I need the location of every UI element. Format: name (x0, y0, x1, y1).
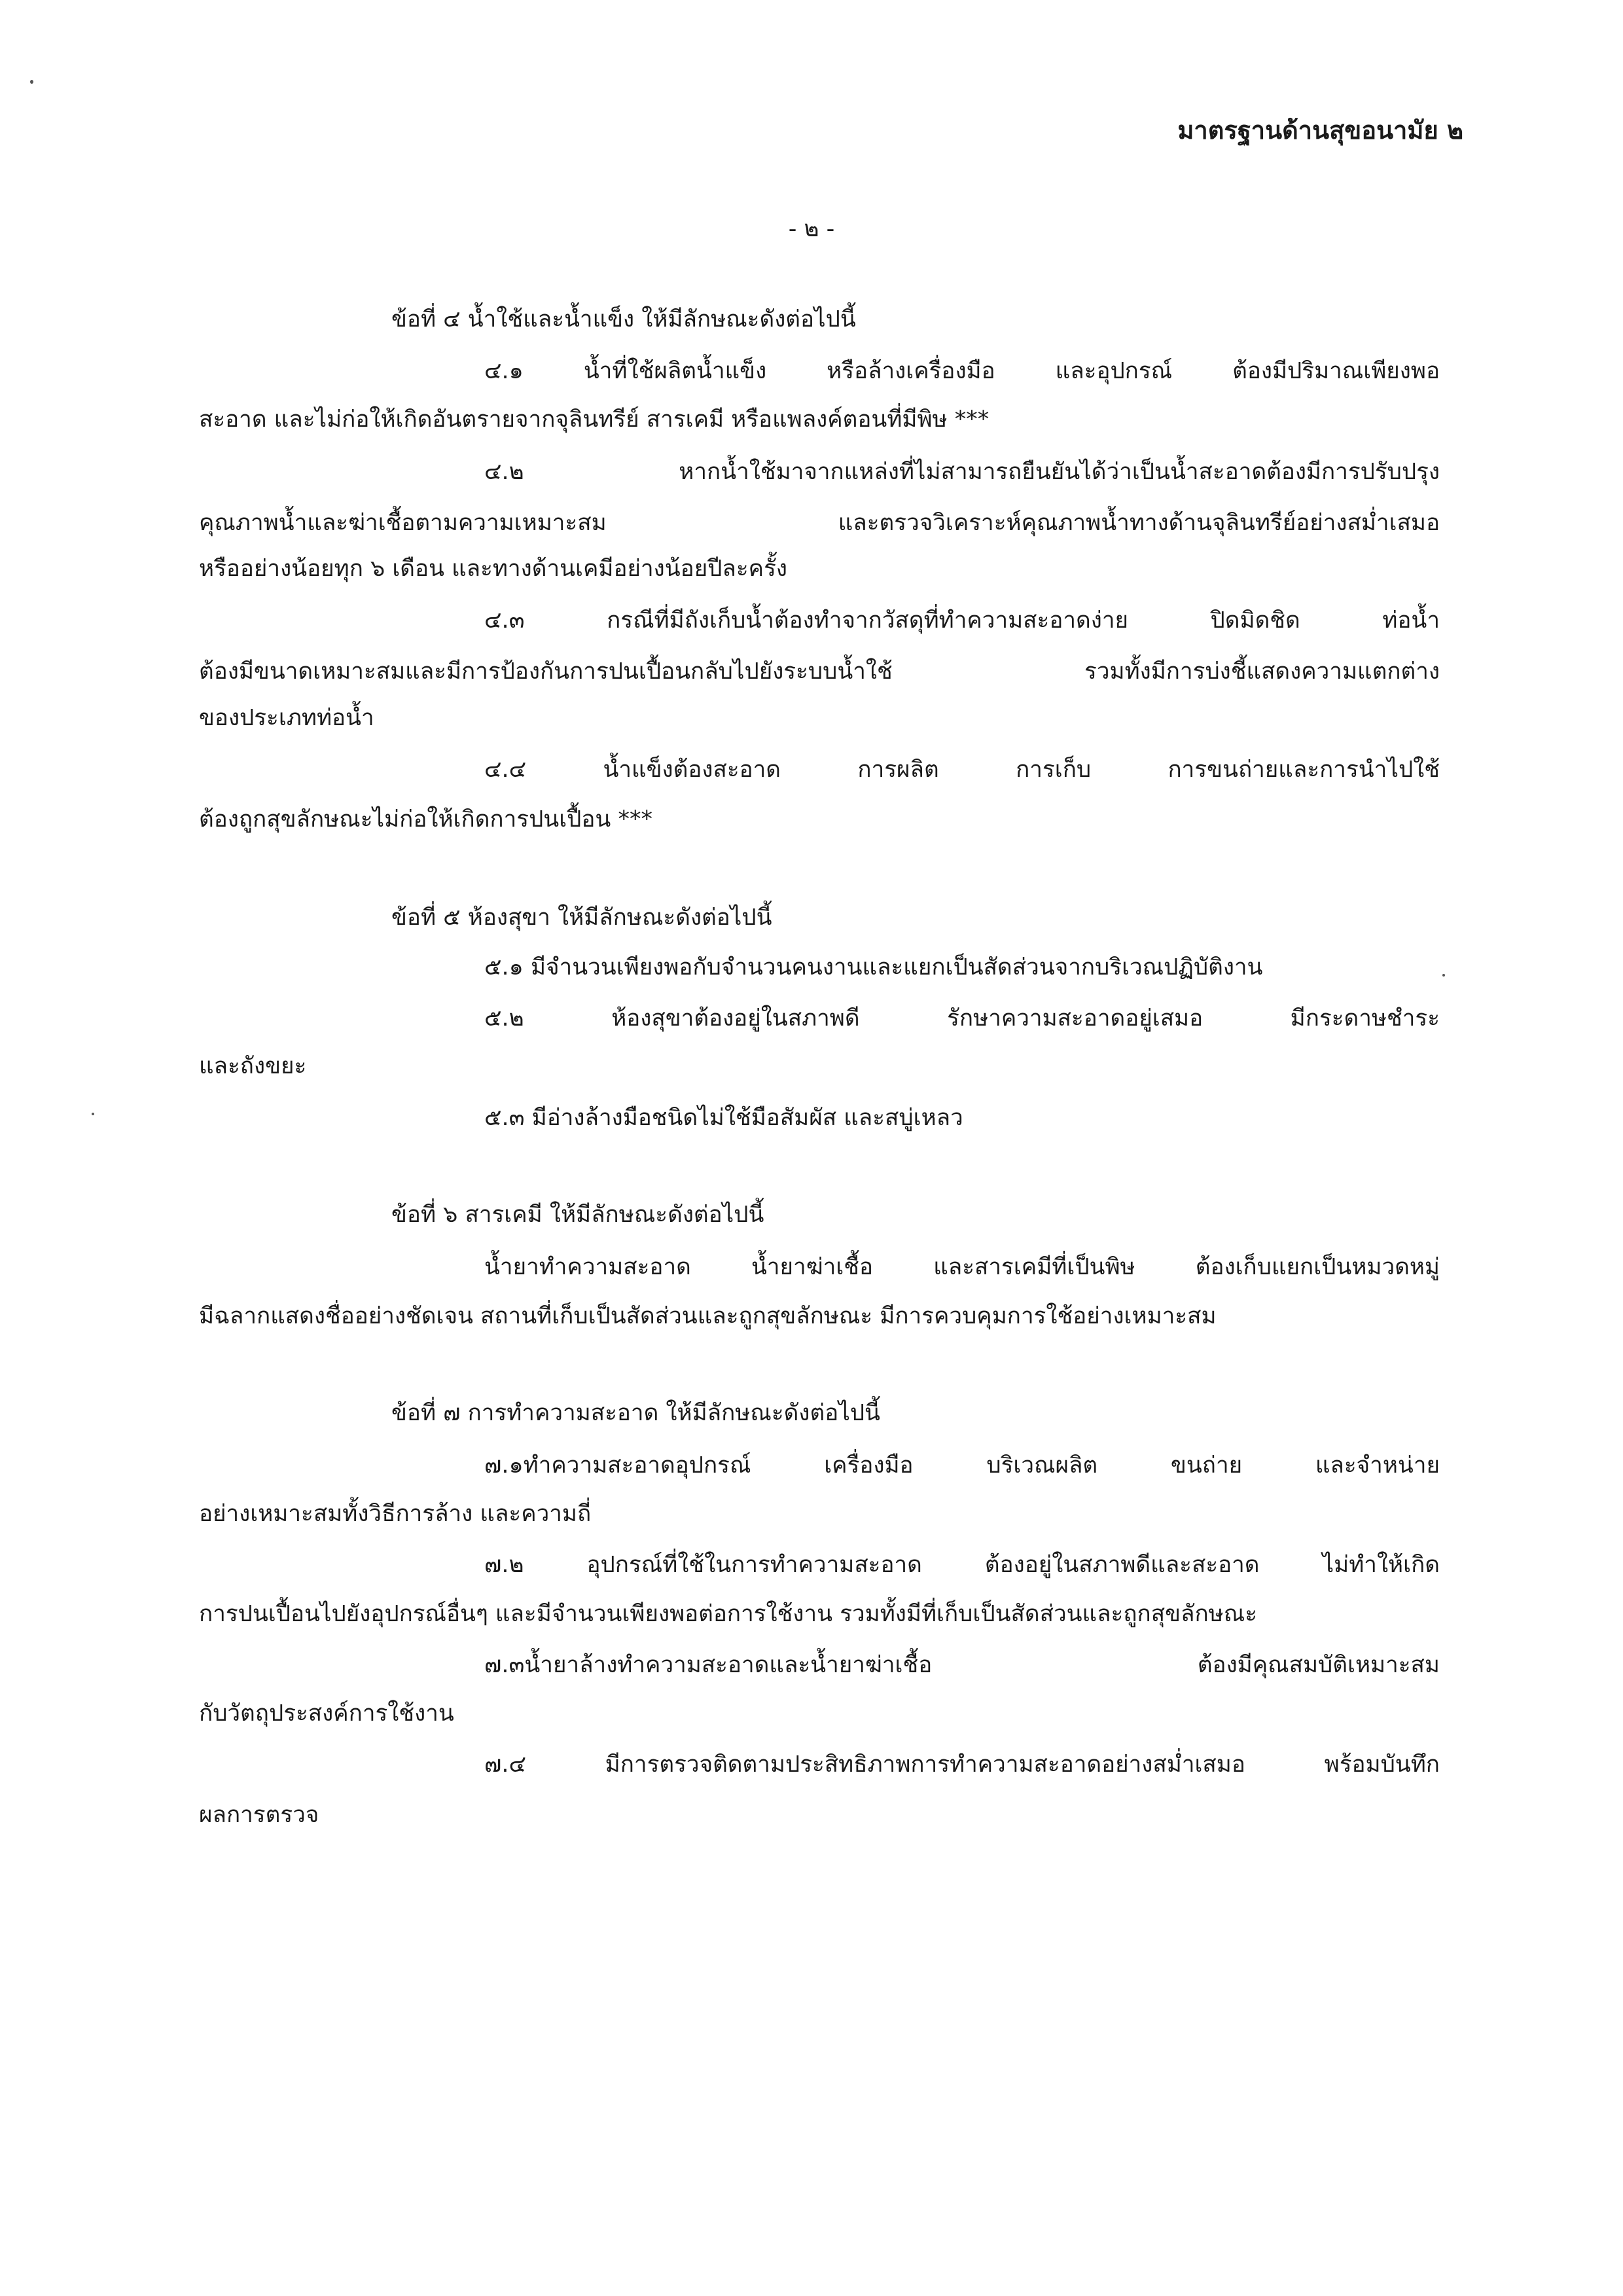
item-4-1-line-1: ๔.๑ น้ำที่ใช้ผลิตน้ำแข็ง หรือล้างเครื่องมือ และอุปกรณ์ ต้องมีปริมาณเพียงพอ (484, 358, 1440, 384)
section-6-title: ข้อที่ ๖ สารเคมี ให้มีลักษณะดังต่อไปนี้ (391, 1202, 764, 1228)
document-header: มาตรฐานด้านสุขอนามัย ๒ (1177, 116, 1463, 145)
page-number: - ๒ - (788, 216, 835, 242)
item-7-4-line-2: ผลการตรวจ (199, 1802, 319, 1828)
item-7-2-line-2: การปนเปื้อนไปยังอุปกรณ์อื่นๆ และมีจำนวนเพียงพอต่อการใช้งาน รวมทั้งมีที่เก็บเป็นสัดส่วนและถูกสุขลักษณะ (199, 1601, 1257, 1627)
item-4-2-line-2: คุณภาพน้ำและฆ่าเชื้อตามความเหมาะสม และตรวจวิเคราะห์คุณภาพน้ำทางด้านจุลินทรีย์อย่างสม่ำเสมอ (199, 510, 1440, 536)
scan-speck (92, 1113, 94, 1115)
item-7-1-line-1: ๗.๑ทำความสะอาดอุปกรณ์ เครื่องมือ บริเวณผลิต ขนถ่าย และจำหน่าย (484, 1452, 1440, 1479)
item-5-2-line-1: ๕.๒ ห้องสุขาต้องอยู่ในสภาพดี รักษาความสะอาดอยู่เสมอ มีกระดาษชำระ (484, 1005, 1440, 1031)
item-4-1-line-2: สะอาด และไม่ก่อให้เกิดอันตรายจากจุลินทรีย์ สารเคมี หรือแพลงค์ตอนที่มีพิษ *** (199, 406, 990, 433)
item-4-3-line-2: ต้องมีขนาดเหมาะสมและมีการป้องกันการปนเปื้อนกลับไปยังระบบน้ำใช้ รวมทั้งมีการบ่งชี้แสดงความแตกต่าง (199, 658, 1440, 685)
scan-speck (30, 80, 33, 84)
item-6-line-1: น้ำยาทำความสะอาด น้ำยาฆ่าเชื้อ และสารเคมีที่เป็นพิษ ต้องเก็บแยกเป็นหมวดหมู่ (484, 1254, 1440, 1280)
item-7-1-line-2: อย่างเหมาะสมทั้งวิธีการล้าง และความถี่ (199, 1501, 592, 1527)
item-5-3: ๕.๓ มีอ่างล้างมือชนิดไม่ใช้มือสัมผัส และสบู่เหลว (484, 1105, 963, 1131)
item-4-4-line-1: ๔.๔ น้ำแข็งต้องสะอาด การผลิต การเก็บ การขนถ่ายและการนำไปใช้ (484, 757, 1440, 783)
section-7-title: ข้อที่ ๗ การทำความสะอาด ให้มีลักษณะดังต่อไปนี้ (391, 1400, 880, 1426)
section-5-title: ข้อที่ ๕ ห้องสุขา ให้มีลักษณะดังต่อไปนี้ (391, 905, 772, 931)
item-4-2-line-1: ๔.๒ หากน้ำใช้มาจากแหล่งที่ไม่สามารถยืนยันได้ว่าเป็นน้ำสะอาดต้องมีการปรับปรุง (484, 459, 1440, 485)
section-4-title: ข้อที่ ๔ น้ำใช้และน้ำแข็ง ให้มีลักษณะดังต่อไปนี้ (391, 306, 856, 332)
scan-speck (1442, 974, 1445, 977)
item-5-2-line-2: และถังขยะ (199, 1053, 307, 1079)
item-4-2-line-3: หรืออย่างน้อยทุก ๖ เดือน และทางด้านเคมีอย่างน้อยปีละครั้ง (199, 556, 787, 582)
item-4-4-line-2: ต้องถูกสุขลักษณะไม่ก่อให้เกิดการปนเปื้อน *** (199, 806, 652, 833)
item-7-3-line-2: กับวัตถุประสงค์การใช้งาน (199, 1700, 454, 1727)
item-7-4-line-1: ๗.๔ มีการตรวจติดตามประสิทธิภาพการทำความสะอาดอย่างสม่ำเสมอ พร้อมบันทึก (484, 1751, 1440, 1778)
item-7-2-line-1: ๗.๒ อุปกรณ์ที่ใช้ในการทำความสะอาด ต้องอยู่ในสภาพดีและสะอาด ไม่ทำให้เกิด (484, 1552, 1440, 1578)
item-4-3-line-3: ของประเภทท่อน้ำ (199, 705, 374, 731)
item-7-3-line-1: ๗.๓น้ำยาล้างทำความสะอาดและน้ำยาฆ่าเชื้อ ต้องมีคุณสมบัติเหมาะสม (484, 1652, 1440, 1678)
item-6-line-2: มีฉลากแสดงชื่ออย่างชัดเจน สถานที่เก็บเป็นสัดส่วนและถูกสุขลักษณะ มีการควบคุมการใช้อย่างเหมาะสม (199, 1303, 1217, 1329)
item-4-3-line-1: ๔.๓ กรณีที่มีถังเก็บน้ำต้องทำจากวัสดุที่ทำความสะอาดง่าย ปิดมิดชิด ท่อน้ำ (484, 607, 1440, 634)
item-5-1: ๕.๑ มีจำนวนเพียงพอกับจำนวนคนงานและแยกเป็นสัดส่วนจากบริเวณปฏิบัติงาน (484, 954, 1263, 980)
